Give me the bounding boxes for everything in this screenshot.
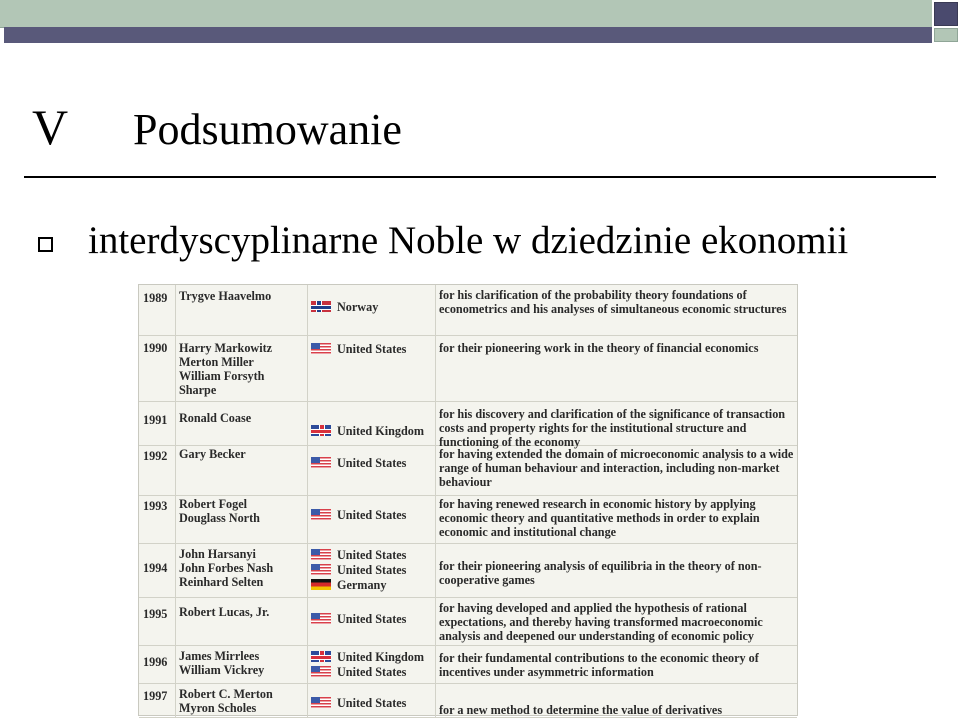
- top-bar-dark-band: [4, 27, 932, 43]
- year-cell: [139, 645, 176, 683]
- country-cell: [307, 597, 436, 645]
- motivation-cell: [435, 543, 797, 597]
- country-name: United States: [337, 547, 407, 562]
- laureate-name: Merton Miller: [179, 355, 254, 369]
- country-name: United Kingdom: [337, 423, 425, 438]
- laureate-name: John Harsanyi: [179, 547, 256, 561]
- laureates-cell: [175, 683, 308, 717]
- square-bullet-icon: [38, 237, 53, 252]
- country-name: United States: [337, 455, 407, 470]
- prize-year: 1989: [143, 291, 168, 305]
- laureates-cell: [175, 445, 308, 495]
- motivation-cell: [435, 401, 797, 449]
- prize-year: 1997: [143, 689, 168, 703]
- laureate-names: [179, 497, 260, 525]
- prize-motivation: for having extended the domain of microeconomic analysis to a wide range of human behaviour and interaction, including non-market behaviour: [439, 447, 794, 489]
- country-list: [311, 649, 424, 679]
- country-entry: [311, 423, 424, 438]
- table-row: [139, 495, 797, 544]
- country-entry: [311, 695, 406, 710]
- year-cell: [139, 335, 176, 401]
- table-row: [139, 285, 797, 336]
- top-decorative-bar: [0, 0, 960, 44]
- year-cell: [139, 445, 176, 495]
- laureates-cell: [175, 645, 308, 683]
- year-cell: [139, 597, 176, 645]
- table-row: [139, 683, 797, 718]
- table-row: [139, 543, 797, 598]
- motivation-cell: [435, 683, 797, 717]
- norway-flag-icon: [311, 301, 331, 312]
- country-name: Norway: [337, 299, 379, 314]
- prize-motivation: for their pioneering work in the theory of financial economics: [439, 341, 759, 355]
- laureate-names: [179, 289, 271, 303]
- usa-flag-icon: [311, 549, 331, 560]
- laureate-name: Gary Becker: [179, 447, 246, 461]
- country-list: [311, 695, 406, 710]
- motivation-cell: [435, 285, 797, 335]
- prize-year: 1994: [143, 561, 168, 575]
- country-cell: [307, 285, 436, 335]
- country-name: United States: [337, 695, 407, 710]
- usa-flag-icon: [311, 457, 331, 468]
- country-entry: [311, 507, 406, 522]
- section-number: V: [32, 99, 69, 155]
- title-divider: [24, 176, 936, 178]
- laureates-cell: [175, 597, 308, 645]
- country-name: United States: [337, 664, 407, 679]
- usa-flag-icon: [311, 509, 331, 520]
- country-list: [311, 507, 406, 522]
- country-entry: [311, 455, 406, 470]
- country-entry: [311, 577, 406, 592]
- laureate-name: Robert C. Merton: [179, 687, 273, 701]
- table-row: [139, 401, 797, 449]
- country-list: [311, 423, 424, 438]
- laureate-name: William Vickrey: [179, 663, 265, 677]
- year-cell: [139, 495, 176, 543]
- prize-motivation: for having renewed research in economic history by applying economic theory and quantitative methods in order to explain economic and institutional change: [439, 497, 760, 539]
- country-entry: [311, 341, 406, 356]
- laureate-name: Douglass North: [179, 511, 260, 525]
- laureate-name: Robert Fogel: [179, 497, 248, 511]
- laureate-name: James Mirrlees: [179, 649, 260, 663]
- laureate-name: William Forsyth: [179, 369, 265, 383]
- table-row: [139, 597, 797, 646]
- country-entry: [311, 664, 424, 679]
- slide-title: Podsumowanie: [133, 105, 402, 154]
- table-row: [139, 445, 797, 496]
- laureate-names: [179, 649, 264, 677]
- laureate-name: Ronald Coase: [179, 411, 252, 425]
- usa-flag-icon: [311, 564, 331, 575]
- laureates-cell: [175, 401, 308, 445]
- country-entry: [311, 299, 378, 314]
- bullet-text: interdyscyplinarne Noble w dziedzinie ekonomii: [88, 219, 849, 262]
- country-cell: [307, 543, 436, 597]
- country-list: [311, 341, 406, 356]
- motivation-cell: [435, 495, 797, 543]
- country-cell: [307, 495, 436, 543]
- country-name: United States: [337, 341, 407, 356]
- uk-flag-icon: [311, 651, 331, 662]
- laureate-names: [179, 687, 273, 715]
- laureate-names: [179, 605, 269, 619]
- table-row: [139, 645, 797, 684]
- uk-flag-icon: [311, 425, 331, 436]
- laureates-cell: [175, 495, 308, 543]
- usa-flag-icon: [311, 697, 331, 708]
- laureate-names: [179, 411, 251, 425]
- country-name: United States: [337, 507, 407, 522]
- prize-motivation: for having developed and applied the hypothesis of rational expectations, and thereby having transformed macroeconomic analysis and deepened our understanding of economic policy: [439, 601, 763, 643]
- country-entry: [311, 611, 406, 626]
- laureate-name: Myron Scholes: [179, 701, 257, 715]
- country-list: [311, 455, 406, 470]
- motivation-cell: [435, 335, 797, 401]
- laureate-name: Sharpe: [179, 383, 217, 397]
- laureate-names: [179, 341, 272, 397]
- country-name: Germany: [337, 577, 387, 592]
- laureate-name: Harry Markowitz: [179, 341, 273, 355]
- usa-flag-icon: [311, 613, 331, 624]
- country-list: [311, 299, 378, 314]
- germany-flag-icon: [311, 579, 331, 590]
- prize-year: 1993: [143, 499, 168, 513]
- year-cell: [139, 683, 176, 717]
- motivation-cell: [435, 645, 797, 683]
- laureates-cell: [175, 335, 308, 401]
- prize-year: 1991: [143, 413, 168, 427]
- prize-year: 1996: [143, 655, 168, 669]
- country-name: United States: [337, 611, 407, 626]
- laureate-names: [179, 447, 246, 461]
- country-entry: [311, 562, 406, 577]
- prize-year: 1995: [143, 607, 168, 621]
- year-cell: [139, 543, 176, 597]
- prize-motivation: for his discovery and clarification of the significance of transaction costs and property rights for the institutional structure and functioning of the economy: [439, 407, 786, 449]
- laureate-name: Trygve Haavelmo: [179, 289, 272, 303]
- prize-year: 1992: [143, 449, 168, 463]
- country-cell: [307, 335, 436, 401]
- prize-motivation: for a new method to determine the value of derivatives: [439, 703, 723, 717]
- country-cell: [307, 445, 436, 495]
- year-cell: [139, 285, 176, 335]
- prize-motivation: for their fundamental contributions to the economic theory of incentives under asymmetric information: [439, 651, 759, 679]
- motivation-cell: [435, 445, 797, 495]
- motivation-cell: [435, 597, 797, 645]
- laureates-cell: [175, 543, 308, 597]
- top-bar-square-dark: [934, 2, 958, 26]
- country-list: [311, 611, 406, 626]
- prize-motivation: for his clarification of the probability theory foundations of econometrics and his analyses of simultaneous economic structures: [439, 288, 787, 316]
- year-cell: [139, 401, 176, 445]
- laureate-name: Robert Lucas, Jr.: [179, 605, 270, 619]
- country-entry: [311, 547, 406, 562]
- country-cell: [307, 645, 436, 683]
- laureate-names: [179, 547, 273, 589]
- usa-flag-icon: [311, 666, 331, 677]
- country-list: [311, 547, 406, 592]
- prize-year: 1990: [143, 341, 168, 355]
- country-name: United Kingdom: [337, 649, 425, 664]
- country-entry: [311, 649, 424, 664]
- top-bar-band: [0, 0, 932, 28]
- usa-flag-icon: [311, 343, 331, 354]
- table-row: [139, 335, 797, 402]
- nobel-prize-table: [138, 284, 798, 716]
- top-bar-square-light: [934, 28, 958, 42]
- laureate-name: John Forbes Nash: [179, 561, 274, 575]
- country-cell: [307, 683, 436, 717]
- prize-motivation: for their pioneering analysis of equilibria in the theory of non-cooperative games: [439, 559, 762, 587]
- country-cell: [307, 401, 436, 445]
- laureate-name: Reinhard Selten: [179, 575, 264, 589]
- laureates-cell: [175, 285, 308, 335]
- country-name: United States: [337, 562, 407, 577]
